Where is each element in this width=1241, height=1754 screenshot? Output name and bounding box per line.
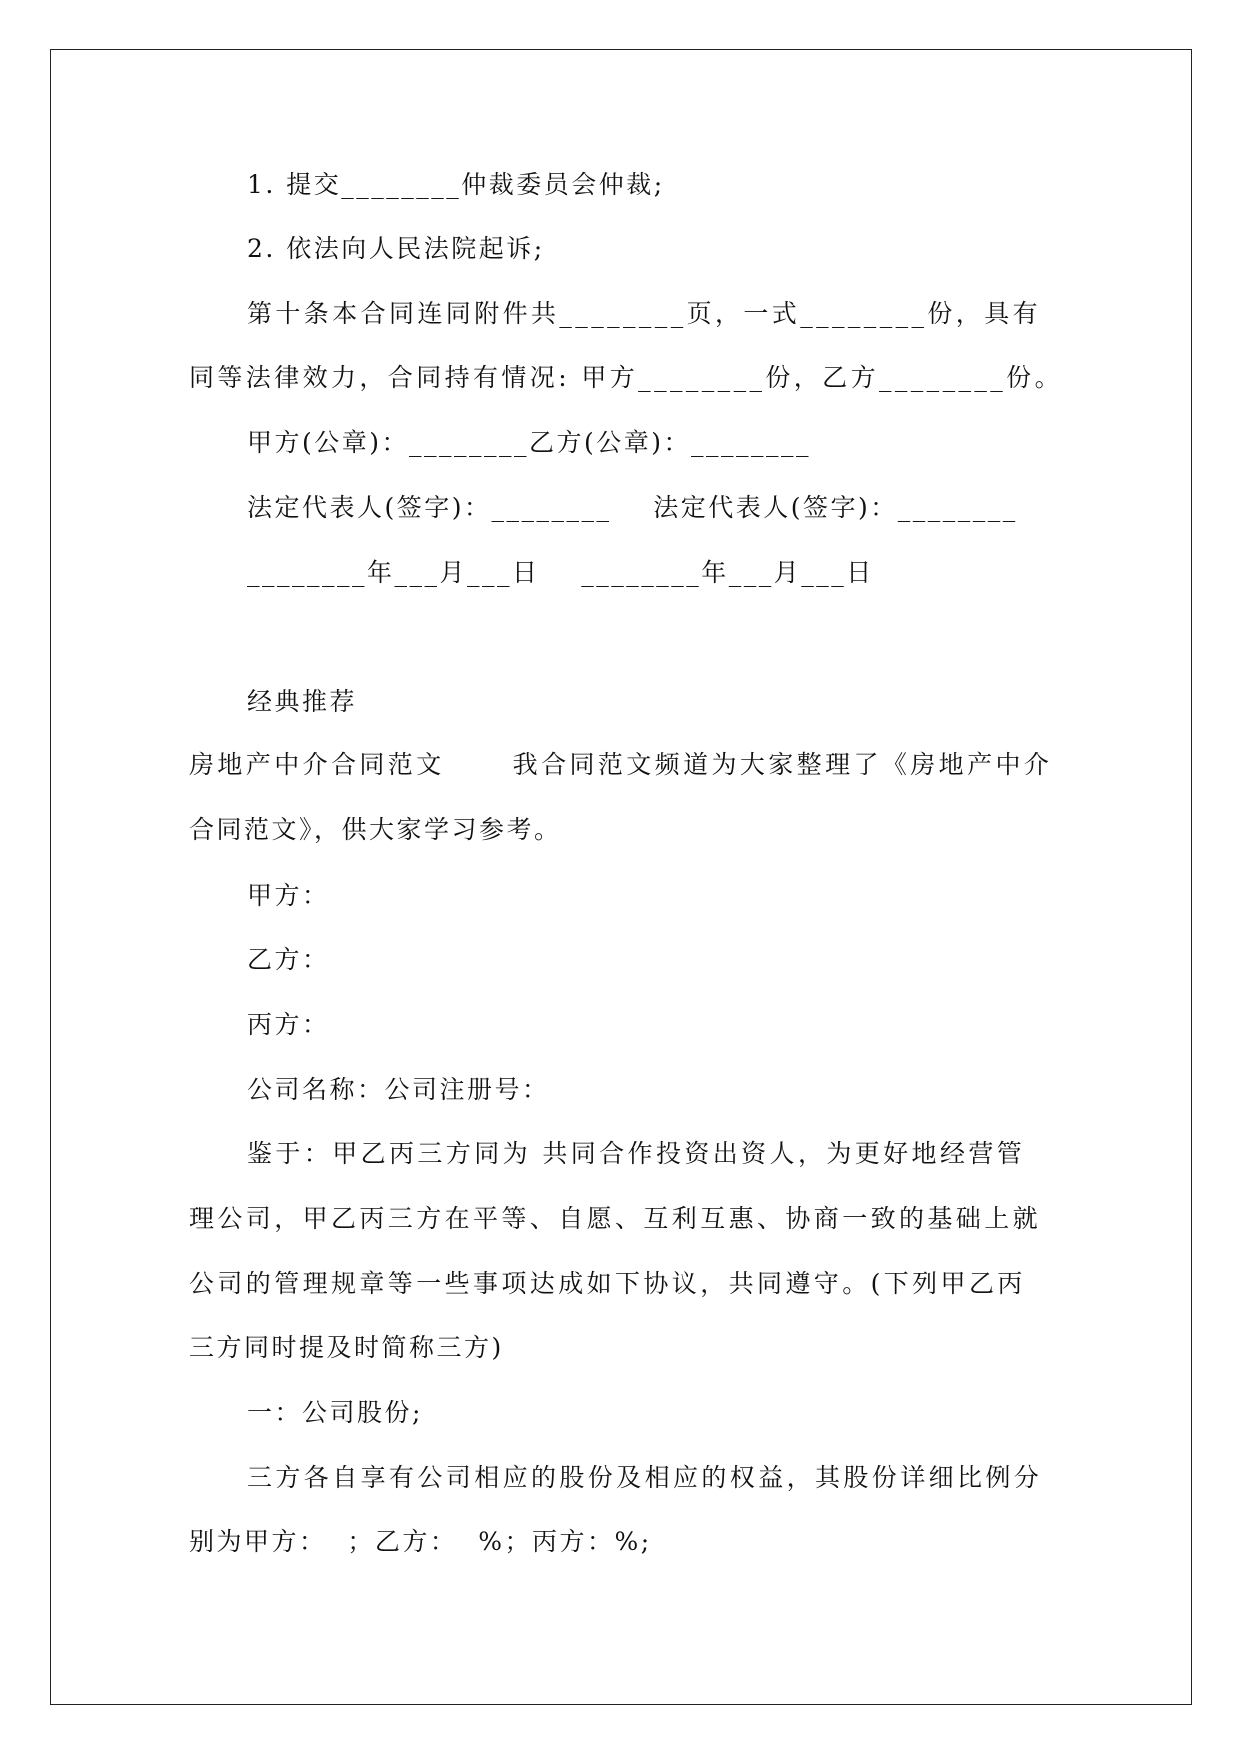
party-a-label: 甲方： bbox=[247, 881, 330, 910]
intro-line-2: 合同范文》，供大家学习参考。 bbox=[189, 815, 562, 844]
article-10-line-1: 第十条本合同连同附件共________页，一式________份，具有 bbox=[247, 299, 1042, 328]
whereas-line-1: 鉴于：甲乙丙三方同为 共同合作投资出资人，为更好地经营管 bbox=[247, 1139, 1026, 1168]
section-heading-recommended: 经典推荐 bbox=[247, 687, 358, 716]
article-10-line-2: 同等法律效力，合同持有情况: 甲方________份，乙方________份。 bbox=[189, 363, 1063, 392]
arbitration-option-1: 1. 提交________仲裁委员会仲裁; bbox=[247, 170, 665, 199]
whereas-line-3: 公司的管理规章等一些事项达成如下协议，共同遵守。(下列甲乙丙 bbox=[189, 1269, 1026, 1298]
whereas-line-2: 理公司，甲乙丙三方在平等、自愿、互利互惠、协商一致的基础上就 bbox=[189, 1204, 1042, 1233]
party-b-label: 乙方： bbox=[247, 945, 330, 974]
company-name-line: 公司名称：公司注册号： bbox=[247, 1075, 550, 1104]
whereas-line-4: 三方同时提及时简称三方) bbox=[189, 1333, 504, 1362]
arbitration-option-2: 2. 依法向人民法院起诉; bbox=[247, 234, 545, 263]
signature-dates: ________年___月___日 ________年___月___日 bbox=[247, 558, 874, 587]
legal-representatives: 法定代表人(签字)：________ 法定代表人(签字)：________ bbox=[247, 493, 1018, 522]
shares-line-1: 三方各自享有公司相应的股份及相应的权益，其股份详细比例分 bbox=[247, 1463, 1043, 1492]
party-c-label: 丙方： bbox=[247, 1010, 330, 1039]
intro-line-1: 房地产中介合同范文 我合同范文频道为大家整理了《房地产中介 bbox=[189, 750, 1053, 779]
clause-1-heading: 一：公司股份; bbox=[247, 1398, 423, 1427]
party-seals: 甲方(公章)：________乙方(公章)：________ bbox=[247, 428, 812, 457]
shares-line-2: 别为甲方： ；乙方： %；丙方：%; bbox=[189, 1527, 652, 1556]
